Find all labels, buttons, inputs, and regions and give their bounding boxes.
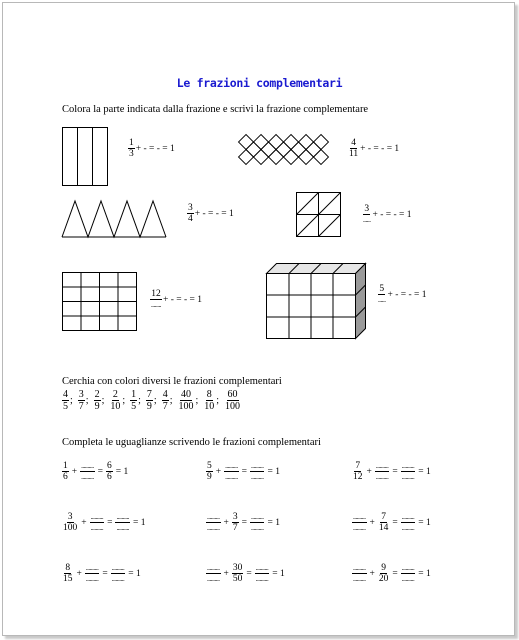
fraction-numerator: .......... bbox=[90, 513, 104, 521]
fraction-numerator: 9 bbox=[381, 563, 386, 573]
plus-sign: + bbox=[71, 466, 78, 477]
equation bbox=[206, 563, 287, 584]
fraction-numerator: .......... bbox=[401, 564, 415, 572]
fraction-numerator: 5 bbox=[379, 284, 385, 294]
separator: ; bbox=[85, 395, 89, 406]
figure-rectangle-thirds bbox=[62, 127, 108, 187]
separator: ; bbox=[122, 395, 126, 406]
equals-one: = 1 bbox=[115, 466, 129, 477]
equation bbox=[352, 461, 433, 482]
expression-tail: + - = - = 1 bbox=[163, 294, 203, 305]
blank-fraction[interactable] bbox=[206, 512, 221, 533]
equals-sign: = bbox=[392, 517, 398, 528]
fraction-denominator: 9 bbox=[207, 472, 212, 482]
expression-tail: + - = - = 1 bbox=[360, 143, 400, 154]
fraction-denominator: .......... bbox=[353, 575, 366, 583]
separator: ; bbox=[216, 395, 220, 406]
fraction-denominator: .......... bbox=[225, 473, 238, 481]
fraction-numerator: .......... bbox=[375, 462, 389, 470]
figure-triangles bbox=[62, 200, 166, 238]
fraction-numerator: 5 bbox=[207, 461, 212, 471]
separator: ; bbox=[70, 395, 73, 406]
list-fraction[interactable] bbox=[130, 389, 137, 412]
fraction-denominator: .......... bbox=[250, 473, 264, 481]
fraction bbox=[62, 563, 74, 584]
instruction-color: Colora la parte indicata dalla frazione e scrivi la frazione complementare bbox=[62, 104, 369, 115]
blank-fraction[interactable] bbox=[352, 563, 367, 584]
separator: ; bbox=[195, 395, 199, 406]
fraction-numerator: 4 bbox=[63, 389, 68, 400]
equals-one: = 1 bbox=[267, 517, 280, 528]
fraction-list bbox=[62, 389, 247, 412]
fraction-numerator: 3 bbox=[78, 389, 84, 400]
fraction-denominator: 4 bbox=[188, 214, 193, 224]
fraction-numerator: .......... bbox=[250, 462, 264, 470]
expression-tail: + - = - = 1 bbox=[135, 143, 175, 154]
equals-sign: = bbox=[246, 568, 252, 579]
equation bbox=[206, 512, 282, 533]
exercise-1 bbox=[128, 138, 175, 159]
fraction-denominator: ...... bbox=[378, 296, 386, 304]
exercise-3 bbox=[187, 203, 234, 224]
fraction-denominator: 5 bbox=[63, 401, 68, 412]
equals-one: = 1 bbox=[267, 466, 280, 477]
expression-tail: + - = - = 1 bbox=[194, 208, 234, 219]
fraction-numerator: 2 bbox=[94, 389, 100, 400]
equation bbox=[352, 563, 433, 584]
fraction-numerator: 6 bbox=[106, 461, 112, 471]
fraction-numerator: .......... bbox=[85, 564, 99, 572]
equals-one: = 1 bbox=[418, 466, 431, 477]
equals-sign: = bbox=[102, 568, 108, 579]
list-fraction[interactable] bbox=[146, 389, 153, 412]
expression-tail: + - = - = 1 bbox=[387, 289, 427, 300]
fraction bbox=[352, 461, 364, 482]
separator: ; bbox=[101, 395, 105, 406]
fraction-denominator: 7 bbox=[232, 523, 238, 533]
plus-sign: + bbox=[223, 517, 229, 528]
fraction-denominator: .......... bbox=[116, 524, 129, 532]
fraction-denominator: 9 bbox=[146, 401, 152, 412]
exercise-6 bbox=[377, 284, 427, 305]
figure-rhombus-lattice bbox=[238, 134, 328, 166]
fraction-numerator: .......... bbox=[353, 513, 366, 521]
fraction-denominator: .......... bbox=[255, 575, 269, 583]
blank-fraction[interactable] bbox=[352, 512, 367, 533]
fraction bbox=[62, 461, 69, 482]
fraction-numerator: 8 bbox=[206, 389, 212, 400]
fraction bbox=[232, 512, 239, 533]
fraction-numerator: .......... bbox=[116, 513, 129, 521]
equals-one: = 1 bbox=[418, 568, 431, 579]
fraction-denominator: .......... bbox=[85, 575, 99, 583]
fraction-denominator: .......... bbox=[375, 473, 389, 481]
equals-sign: = bbox=[241, 517, 247, 528]
fraction-denominator: ........ bbox=[151, 301, 161, 309]
separator: ; bbox=[138, 395, 141, 406]
fraction-numerator: 7 bbox=[381, 512, 386, 522]
fraction-denominator: .......... bbox=[111, 575, 125, 583]
fraction-numerator: .......... bbox=[401, 462, 415, 470]
fraction-numerator: 7 bbox=[146, 389, 152, 400]
equals-one: = 1 bbox=[128, 568, 141, 579]
exercise-4 bbox=[362, 204, 412, 225]
separator: ; bbox=[169, 395, 173, 406]
blank-fraction[interactable] bbox=[401, 512, 416, 533]
equals-sign: = bbox=[392, 466, 398, 477]
fraction-numerator: 4 bbox=[162, 389, 168, 400]
plus-sign: + bbox=[369, 517, 375, 528]
list-fraction[interactable] bbox=[94, 389, 101, 412]
fraction-denominator: 5 bbox=[131, 401, 137, 412]
fraction bbox=[206, 461, 213, 482]
blank-fraction[interactable] bbox=[401, 563, 416, 584]
plus-sign: + bbox=[369, 568, 375, 579]
list-fraction[interactable] bbox=[203, 389, 215, 412]
fraction-denominator: 10 bbox=[204, 401, 215, 412]
fraction-denominator: .......... bbox=[250, 524, 264, 532]
fraction-denominator: .......... bbox=[207, 524, 220, 532]
list-fraction[interactable] bbox=[78, 389, 85, 412]
equals-sign: = bbox=[241, 466, 247, 477]
list-fraction[interactable] bbox=[224, 389, 241, 412]
page-title: Le frazioni complementari bbox=[176, 76, 343, 90]
list-fraction[interactable] bbox=[109, 389, 121, 412]
blank-fraction[interactable] bbox=[90, 512, 105, 533]
plus-sign: + bbox=[81, 517, 87, 528]
fraction-denominator: 15 bbox=[63, 574, 73, 584]
fraction bbox=[106, 461, 113, 482]
fraction-numerator: 8 bbox=[65, 563, 71, 573]
fraction-numerator: .......... bbox=[111, 564, 125, 572]
blank-fraction[interactable] bbox=[115, 512, 130, 533]
equals-sign: = bbox=[97, 466, 103, 477]
fraction-numerator: .......... bbox=[81, 462, 94, 470]
fraction-denominator: 14 bbox=[378, 523, 389, 533]
fraction bbox=[378, 512, 390, 533]
blank-fraction[interactable] bbox=[111, 563, 126, 584]
plus-sign: + bbox=[223, 568, 229, 579]
fraction-denominator: 10 bbox=[110, 401, 121, 412]
equation bbox=[352, 512, 433, 533]
blank-fraction[interactable] bbox=[255, 563, 270, 584]
fraction-denominator: .......... bbox=[401, 575, 415, 583]
equals-sign: = bbox=[107, 517, 113, 528]
fraction-numerator: 60 bbox=[227, 389, 238, 400]
exercise-2 bbox=[348, 138, 399, 159]
plus-sign: + bbox=[215, 466, 222, 477]
list-fraction[interactable] bbox=[162, 389, 169, 412]
fraction-numerator: 1 bbox=[129, 138, 134, 148]
fraction-denominator: 6 bbox=[63, 472, 68, 482]
list-fraction[interactable] bbox=[177, 389, 194, 412]
exercise-5 bbox=[150, 289, 202, 310]
fraction-numerator: 40 bbox=[180, 389, 191, 400]
equals-one: = 1 bbox=[132, 517, 146, 528]
fraction-numerator: 3 bbox=[67, 512, 73, 522]
fraction-numerator: .......... bbox=[250, 513, 264, 521]
fraction-numerator: 3 bbox=[364, 204, 370, 214]
fraction bbox=[378, 563, 390, 584]
fraction-denominator: 11 bbox=[349, 149, 359, 159]
plus-sign: + bbox=[366, 466, 372, 477]
blank-fraction[interactable] bbox=[206, 563, 221, 584]
fraction-denominator: 3 bbox=[129, 149, 134, 159]
fraction-denominator: 100 bbox=[225, 401, 241, 412]
fraction-denominator: 100 bbox=[178, 401, 194, 412]
fraction-numerator: 1 bbox=[131, 389, 137, 400]
fraction-denominator: .......... bbox=[81, 473, 94, 481]
fraction-denominator: 6 bbox=[106, 472, 112, 482]
figure-cube-block bbox=[266, 263, 366, 339]
equation bbox=[62, 512, 147, 533]
fraction-denominator: 7 bbox=[162, 401, 168, 412]
fraction-denominator: ...... bbox=[363, 216, 371, 224]
blank-fraction[interactable] bbox=[401, 461, 416, 482]
fraction-denominator: .......... bbox=[90, 524, 104, 532]
equation bbox=[206, 461, 282, 482]
fraction-denominator: 20 bbox=[378, 574, 389, 584]
figure-grid-4x4 bbox=[62, 272, 138, 332]
fraction-numerator: 1 bbox=[63, 461, 68, 471]
instruction-circle: Cerchia con colori diversi le frazioni complementari bbox=[62, 376, 282, 387]
figure-square-triangles bbox=[296, 192, 342, 238]
blank-fraction[interactable] bbox=[224, 461, 239, 482]
equation bbox=[62, 563, 143, 584]
blank-fraction[interactable] bbox=[375, 461, 390, 482]
fraction-denominator: 50 bbox=[232, 574, 243, 584]
fraction-numerator: .......... bbox=[207, 513, 220, 521]
instruction-complete: Completa le uguaglianze scrivendo le frazioni complementari bbox=[62, 437, 321, 448]
fraction-denominator: .......... bbox=[353, 524, 366, 532]
blank-fraction[interactable] bbox=[250, 461, 265, 482]
list-fraction[interactable] bbox=[62, 389, 69, 412]
fraction-numerator: 12 bbox=[151, 289, 161, 299]
fraction-denominator: .......... bbox=[207, 575, 220, 583]
fraction-denominator: .......... bbox=[401, 524, 415, 532]
equals-sign: = bbox=[392, 568, 398, 579]
fraction-numerator: .......... bbox=[353, 564, 366, 572]
expression-tail: + - = - = 1 bbox=[372, 209, 412, 220]
fraction-denominator: 9 bbox=[94, 401, 100, 412]
fraction-denominator: .......... bbox=[401, 473, 415, 481]
equation bbox=[62, 461, 130, 482]
fraction-numerator: .......... bbox=[255, 564, 269, 572]
fraction-numerator: 30 bbox=[232, 563, 243, 573]
fraction-numerator: 3 bbox=[232, 512, 238, 522]
fraction-denominator: 100 bbox=[63, 523, 78, 533]
fraction bbox=[62, 512, 78, 533]
fraction-numerator: .......... bbox=[207, 564, 220, 572]
equals-one: = 1 bbox=[418, 517, 431, 528]
fraction-denominator: 7 bbox=[78, 401, 84, 412]
fraction-numerator: 4 bbox=[351, 138, 356, 148]
separator: ; bbox=[153, 395, 157, 406]
fraction bbox=[232, 563, 244, 584]
blank-fraction[interactable] bbox=[250, 512, 265, 533]
fraction-numerator: 2 bbox=[112, 389, 118, 400]
fraction-numerator: .......... bbox=[225, 462, 238, 470]
blank-fraction[interactable] bbox=[85, 563, 100, 584]
equals-one: = 1 bbox=[272, 568, 285, 579]
blank-fraction[interactable] bbox=[80, 461, 95, 482]
fraction-denominator: 12 bbox=[353, 472, 363, 482]
fraction-numerator: .......... bbox=[401, 513, 415, 521]
fraction-numerator: 7 bbox=[355, 461, 361, 471]
plus-sign: + bbox=[76, 568, 82, 579]
fraction-numerator: 3 bbox=[188, 203, 193, 213]
